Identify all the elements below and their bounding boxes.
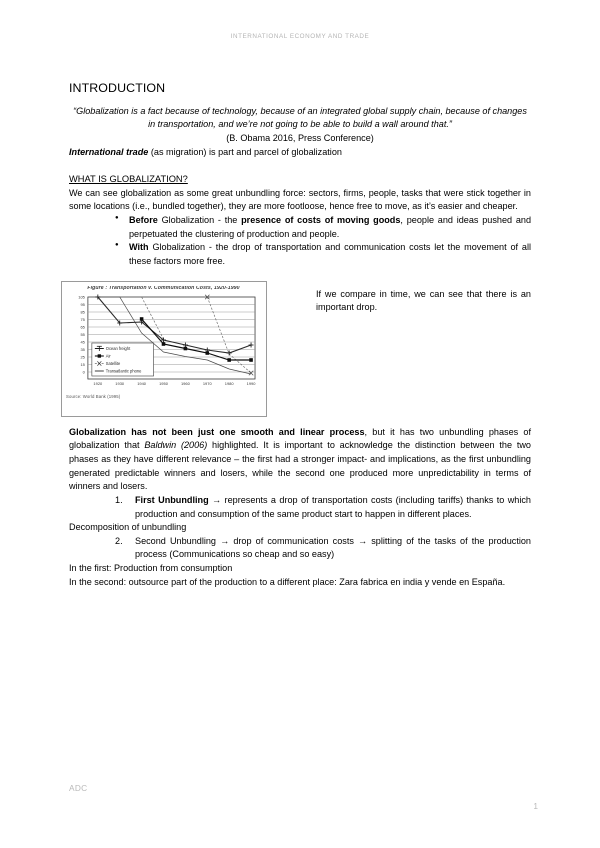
decomposition-line: Decomposition of unbundling	[69, 522, 187, 533]
svg-text:95: 95	[80, 302, 85, 308]
svg-text:85: 85	[80, 309, 85, 315]
second-unbundling-text: Second Unbundling → drop of communication costs → splitting of the tasks of the production process (Communications so cheap and so easy)	[135, 535, 531, 560]
chart-source-note: Source: World Bank (1995)	[66, 394, 121, 400]
document-content	[66, 81, 531, 589]
svg-text:25: 25	[80, 354, 85, 360]
running-header: INTERNATIONAL ECONOMY AND TRADE	[230, 33, 370, 40]
svg-text:1930: 1930	[115, 381, 125, 387]
svg-text:1990: 1990	[246, 381, 256, 387]
svg-text:1980: 1980	[224, 381, 234, 387]
bullet-1-mid: Globalization - the	[157, 215, 242, 226]
closing-line-second: In the second: outsource part of the production to a different place: Zara fabrica en india y vende en España.	[69, 576, 506, 587]
footer-label: ADC	[69, 783, 88, 793]
svg-text:75: 75	[80, 317, 85, 323]
svg-text:45: 45	[80, 339, 85, 345]
bullet-2-mid: Globalization - the drop of transportation and communication costs let the movement of all these factors more free.	[129, 242, 531, 267]
svg-text:0: 0	[82, 369, 85, 375]
subsection-title: WHAT IS GLOBALIZATION?	[69, 173, 188, 184]
svg-text:1940: 1940	[137, 381, 147, 387]
lead-line-bold: International trade	[69, 147, 149, 158]
legend-label-air: Air	[105, 353, 111, 359]
quote-attribution: (B. Obama 2016, Press Conference)	[226, 133, 374, 144]
svg-text:1920: 1920	[93, 381, 103, 387]
chart-svg	[66, 293, 261, 393]
first-unbundling-label: First Unbundling	[135, 494, 209, 505]
closing-line-first: In the first: Production from consumption	[69, 563, 233, 574]
figure-row	[66, 281, 531, 426]
first-unbundling-text: → represents a drop of transportation costs (including tariffs) thanks to which production and consumption of the same product start to happen in different places.	[135, 494, 531, 519]
unbundling-ordered-list-first	[69, 494, 531, 521]
chart-plot-area	[66, 293, 261, 393]
lead-line-rest: (as migration) is part and parcel of globalization	[148, 147, 342, 158]
bullet-2-lead: With	[129, 242, 149, 253]
svg-text:105: 105	[78, 294, 85, 300]
bullet-1-lead: Before	[129, 215, 158, 226]
paragraph-unbundling-phases	[69, 426, 531, 494]
svg-text:1960: 1960	[180, 381, 190, 387]
obama-quote: “Globalization is a fact because of technology, because of an integrated global supply chain, because of changes in transportation, and we’re not going to be able to build a wall around that.”	[73, 105, 527, 130]
svg-text:35: 35	[80, 347, 85, 353]
paragraph-2-bold: Globalization has not been just one smooth and linear process	[69, 426, 365, 437]
page-number: 1	[533, 801, 538, 811]
chart	[66, 286, 261, 413]
svg-text:65: 65	[80, 324, 85, 330]
chart-y-tick-labels	[78, 295, 85, 375]
unbundling-ordered-list-second	[69, 535, 531, 562]
globalization-bullet-list	[69, 214, 531, 269]
paragraph-what-is-globalization: We can see globalization as some great unbundling force: sectors, firms, people, tasks that were stick together in some locations (i.e., bundled together), they are more footloose, hence free to move, as it’s easier and cheaper.	[69, 187, 531, 212]
list-item	[115, 214, 531, 241]
svg-text:1950: 1950	[159, 381, 168, 387]
list-item	[115, 241, 531, 268]
svg-text:15: 15	[80, 362, 85, 368]
paragraph-2-citation: Baldwin (2006)	[144, 440, 208, 451]
svg-text:55: 55	[80, 332, 85, 338]
bullet-1-tail: , people and ideas pushed and perpetuated the clustering of production and people.	[129, 215, 531, 239]
figure-side-note: If we compare in time, we can see that there is an important drop.	[316, 288, 531, 313]
legend-label-satellite: Satellite	[105, 361, 121, 367]
bullet-1-emphasis: presence of costs of moving goods	[241, 215, 401, 226]
paragraph-2-part1: , but it has two unbundling phases of globalization that	[69, 426, 531, 451]
chart-legend	[92, 343, 154, 376]
chart-x-tick-labels	[93, 381, 256, 386]
page-title: INTRODUCTION	[69, 81, 166, 95]
list-item	[115, 535, 531, 562]
chart-title: Figure : Transportation v. Communication Costs, 1920-1990	[87, 285, 240, 291]
lead-line	[69, 146, 531, 160]
list-item	[115, 494, 531, 521]
legend-label-ocean-freight: Ocean freight	[105, 346, 131, 352]
svg-text:1970: 1970	[202, 381, 212, 387]
paragraph-2-part2: highlighted. It is important to acknowledge the distinction between the two phases as they have different relevance – the first had a stronger impact- and implications, as the first unbundling generated predictable winners and losers, while the second one produced more unpredictability in terms of winners and losers.	[69, 440, 531, 492]
transportation-cost-figure	[61, 281, 267, 417]
legend-label-transatlantic-phone: Transatlantic phone	[105, 368, 142, 374]
